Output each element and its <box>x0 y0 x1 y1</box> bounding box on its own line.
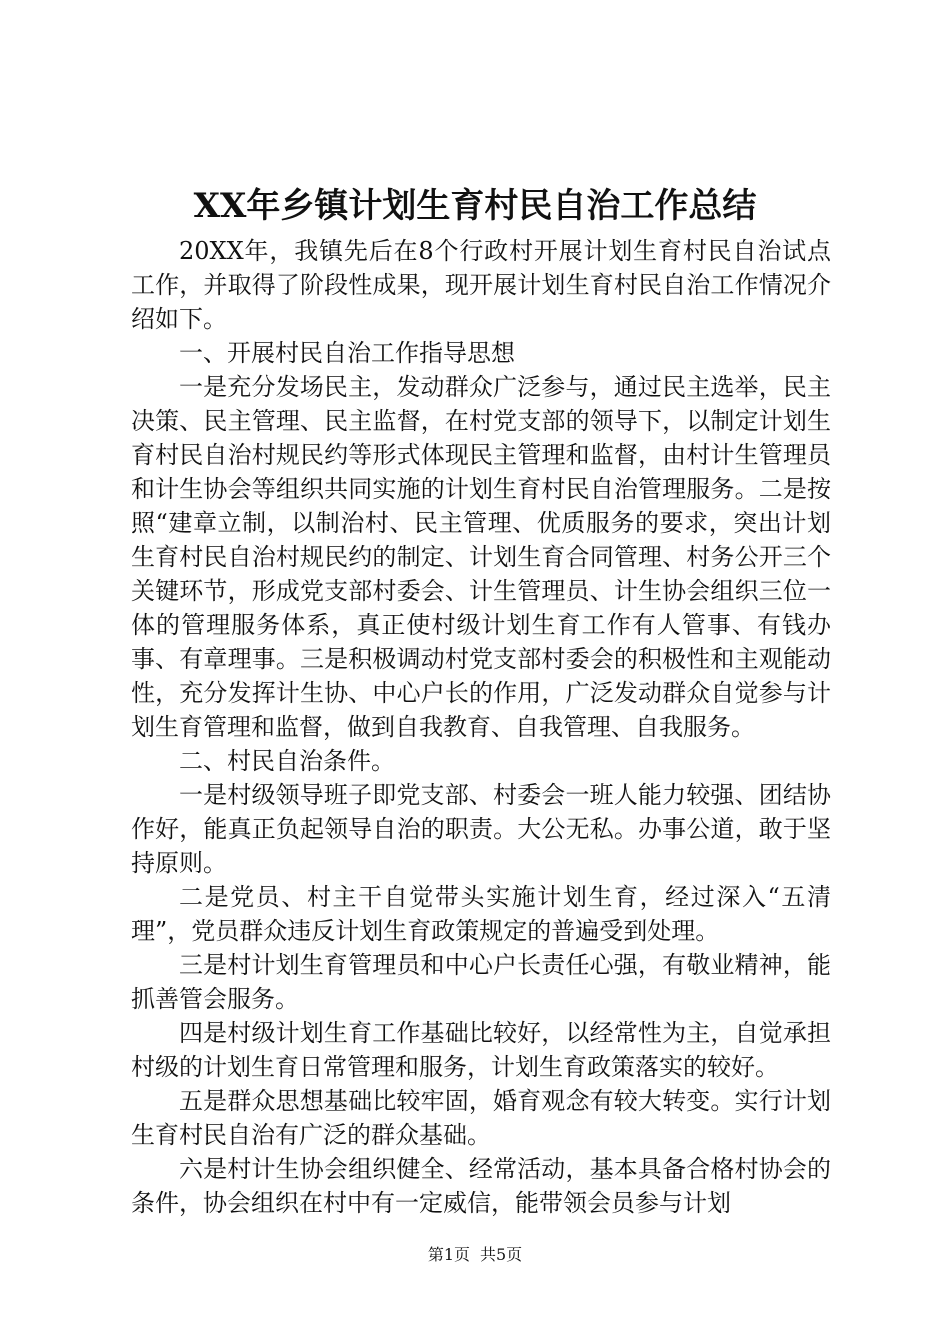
paragraph-condition-6: 六是村计生协会组织健全、经常活动，基本具备合格村协会的条件，协会组织在村中有一定威信，能带领会员参与计划 <box>131 1155 831 1217</box>
heading-conditions: 二、村民自治条件。 <box>179 747 395 775</box>
page-number: 第1页 <box>427 1245 470 1264</box>
page-footer <box>0 1244 950 1266</box>
page-total: 共5页 <box>480 1245 523 1264</box>
paragraph-intro: 20XX年，我镇先后在8个行政村开展计划生育村民自治试点工作，并取得了阶段性成果，现开展计划生育村民自治工作情况介绍如下。 <box>131 237 831 333</box>
paragraph-condition-5: 五是群众思想基础比较牢固，婚育观念有较大转变。实行计划生育村民自治有广泛的群众基础。 <box>131 1087 831 1149</box>
paragraph-guiding-ideology: 一是充分发场民主，发动群众广泛参与，通过民主选举，民主决策、民主管理、民主监督，在村党支部的领导下，以制定计划生育村民自治村规民约等形式体现民主管理和监督，由村计生管理员和计生协会等组织共同实施的计划生育村民自治管理服务。二是按照“建章立制，以制治村、民主管理、优质服务的要求，突出计划生育村民自治村规民约的制定、计划生育合同管理、村务公开三个关键环节，形成党支部村委会、计生管理员、计生协会组织三位一体的管理服务体系，真正使村级计划生育工作有人管事、有钱办事、有章理事。三是积极调动村党支部村委会的积极性和主观能动性，充分发挥计生协、中心户长的作用，广泛发动群众自觉参与计划生育管理和监督，做到自我教育、自我管理、自我服务。 <box>131 373 831 741</box>
document-body <box>131 234 831 1220</box>
paragraph-condition-4: 四是村级计划生育工作基础比较好，以经常性为主，自觉承担村级的计划生育日常管理和服务，计划生育政策落实的较好。 <box>131 1019 831 1081</box>
paragraph-condition-1: 一是村级领导班子即党支部、村委会一班人能力较强、团结协作好，能真正负起领导自治的职责。大公无私。办事公道，敢于坚持原则。 <box>131 781 831 877</box>
paragraph-condition-2: 二是党员、村主干自觉带头实施计划生育，经过深入“五清理”，党员群众违反计划生育政策规定的普遍受到处理。 <box>131 883 831 945</box>
heading-guiding-ideology: 一、开展村民自治工作指导思想 <box>179 339 515 367</box>
page-title: XX年乡镇计划生育村民自治工作总结 <box>193 186 757 226</box>
paragraph-condition-3: 三是村计划生育管理员和中心户长责任心强，有敬业精神，能抓善管会服务。 <box>131 951 831 1013</box>
